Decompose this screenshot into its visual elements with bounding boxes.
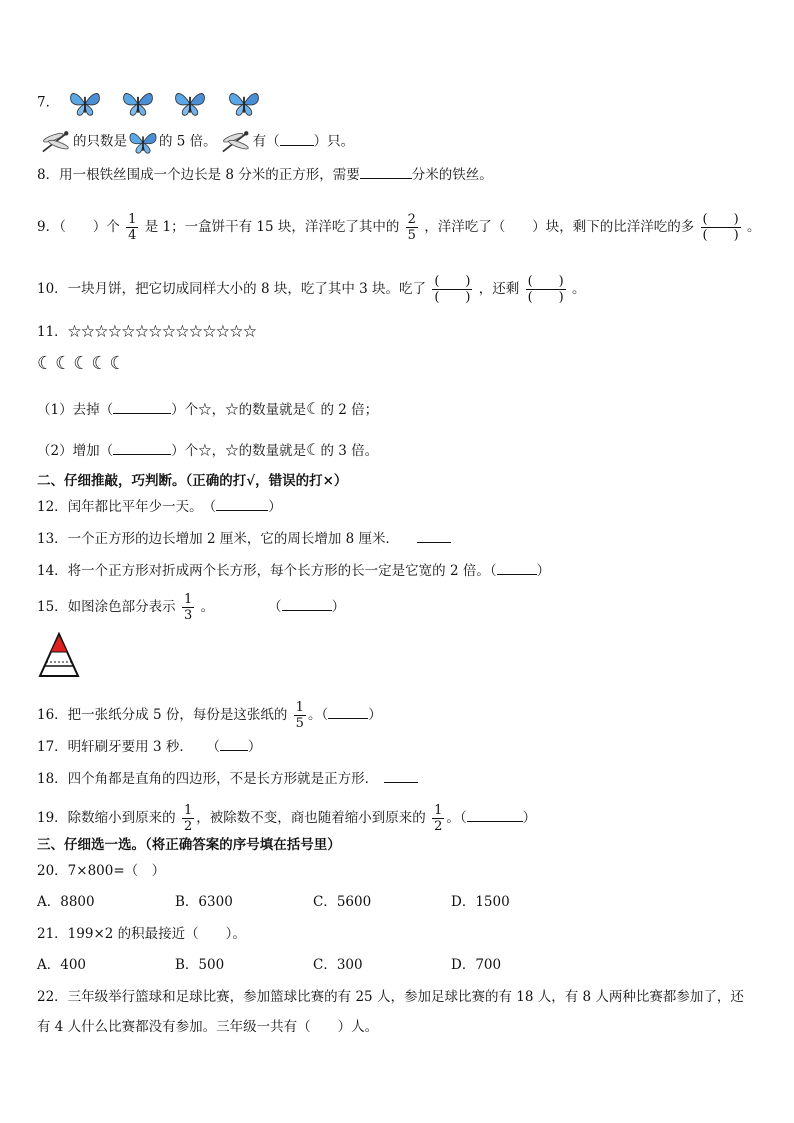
option-d[interactable]: D．1500 — [451, 894, 510, 910]
question-11-sub1 — [37, 400, 378, 419]
shaded-triangle-figure — [38, 632, 80, 678]
fraction-numerator: 1 — [183, 592, 193, 607]
question-19 — [37, 803, 536, 834]
fraction-numerator: 1 — [434, 803, 443, 818]
question-10-text: ，还剩 — [478, 281, 520, 297]
fraction-answer[interactable] — [526, 274, 566, 305]
question-9-text: 。 — [746, 219, 761, 235]
section-2-heading: 二、仔细推敲，巧判断。（正确的打√，错误的打×） — [37, 473, 348, 489]
moon-icon-row: ☾☾☾☾☾ — [37, 353, 128, 374]
question-7-text: 的只数是 — [73, 133, 127, 150]
question-21-stem: 21．199×2 的积最接近（ ）。 — [37, 926, 246, 942]
answer-blank[interactable] — [467, 809, 523, 822]
question-19-text: 。（ — [446, 810, 467, 826]
fraction-numerator: 1 — [295, 700, 304, 715]
fraction — [294, 700, 306, 731]
question-16-text: 16．把一张纸分成 5 份，每份是这张纸的 — [37, 707, 288, 723]
question-17-text: 17．明轩刷牙要用 3 秒． （ — [37, 739, 220, 755]
question-16-text: 。（ — [307, 707, 329, 723]
fraction-answer[interactable] — [432, 274, 472, 305]
question-11-sub2 — [37, 441, 378, 460]
fraction — [182, 592, 194, 623]
fraction-denominator: ( ) — [527, 290, 564, 305]
star-icon-row: ☆☆☆☆☆☆☆☆☆☆☆☆☆☆ — [67, 324, 257, 340]
fraction-numerator: 1 — [128, 212, 137, 227]
question-17 — [37, 738, 261, 756]
question-18 — [37, 770, 418, 788]
question-9-text: 9．（ ）个 — [37, 219, 120, 235]
fraction — [432, 803, 444, 834]
section-3-heading: 三、仔细选一选。（将正确答案的序号填在括号里） — [37, 837, 341, 853]
fraction-denominator: 2 — [183, 819, 193, 834]
question-9-text: ，洋洋吃了（ ）块，剩下的比洋洋吃的多 — [424, 219, 695, 235]
question-15-text: 15．如图涂色部分表示 — [37, 599, 176, 615]
question-19-text: ，被除数不变，商也随着缩小到原来的 — [196, 810, 426, 826]
answer-blank[interactable] — [280, 133, 314, 146]
question-20-stem: 20．7×800=（ ） — [37, 863, 166, 879]
dragonfly-icon — [37, 129, 73, 155]
question-17-text: ） — [247, 739, 262, 755]
question-10-text: 。 — [572, 281, 586, 297]
fraction-numerator: 2 — [407, 212, 416, 227]
answer-blank[interactable] — [328, 706, 368, 719]
question-12-text: ） — [268, 499, 282, 515]
butterfly-icon — [127, 128, 159, 156]
question-7-text: 有（ — [252, 133, 280, 150]
option-c[interactable]: C．5600 — [313, 894, 372, 910]
question-13-text: 13．一个正方形的边长增加 2 厘米，它的周长增加 8 厘米． — [37, 531, 400, 547]
fraction-denominator: 3 — [183, 608, 193, 623]
fraction — [406, 212, 418, 243]
fraction-denominator: 5 — [407, 228, 416, 243]
question-22-line1: 22．三年级举行篮球和足球比赛，参加篮球比赛的有 25 人，参加足球比赛的有 18 人，有 8 人两种比赛都参加了，还 — [37, 989, 744, 1005]
moon-icon: ☾ — [306, 399, 321, 418]
question-13 — [37, 530, 451, 548]
answer-blank[interactable] — [360, 166, 412, 179]
answer-blank[interactable] — [384, 770, 418, 783]
fraction-numerator: ( ) — [702, 212, 739, 227]
butterfly-icon — [67, 88, 103, 118]
question-16 — [37, 700, 382, 731]
question-9-text: 是 1；一盒饼干有 15 块，洋洋吃了其中的 — [144, 219, 400, 235]
question-10 — [37, 274, 586, 305]
fraction-denominator: 4 — [128, 228, 137, 243]
option-a[interactable]: A．400 — [37, 957, 87, 973]
option-c[interactable]: C．300 — [313, 957, 363, 973]
butterfly-icon — [226, 88, 262, 118]
option-d[interactable]: D．700 — [451, 957, 502, 973]
question-14-text: ） — [536, 563, 551, 579]
question-15 — [37, 592, 345, 623]
question-10-text: 10．一块月饼，把它切成同样大小的 8 块，吃了其中 3 块。吃了 — [37, 281, 427, 297]
question-11-text: 的 3 倍。 — [320, 443, 379, 459]
butterfly-icon — [172, 88, 208, 118]
question-21-options — [37, 956, 589, 974]
option-b[interactable]: B．6300 — [175, 894, 233, 910]
question-11-text: （1）去掉（ — [37, 402, 114, 418]
fraction — [182, 803, 194, 834]
question-12 — [37, 498, 282, 516]
question-15-text: ） — [331, 599, 346, 615]
fraction-numerator: ( ) — [434, 274, 471, 289]
fraction-denominator: 2 — [434, 819, 443, 834]
question-7-row2 — [37, 128, 354, 156]
fraction — [126, 212, 138, 243]
fraction-numerator: 1 — [183, 803, 193, 818]
question-11-stars — [37, 323, 257, 341]
question-11-text: ）个☆，☆的数量就是 — [171, 443, 307, 459]
option-a[interactable]: A．8800 — [37, 894, 95, 910]
question-7-number: 7． — [37, 94, 60, 111]
question-20-options — [37, 893, 589, 911]
answer-blank[interactable] — [282, 598, 332, 611]
question-8-text: 分米的铁丝。 — [411, 167, 493, 183]
fraction-numerator: ( ) — [527, 274, 564, 289]
question-11-number: 11． — [37, 324, 68, 340]
question-7-text: 的 5 倍。 — [159, 133, 217, 150]
answer-blank[interactable] — [113, 442, 171, 455]
moon-icon: ☾ — [306, 440, 321, 459]
fraction-denominator: ( ) — [702, 228, 739, 243]
question-8-text: 8．用一根铁丝围成一个边长是 8 分米的正方形，需要 — [37, 167, 360, 183]
question-7-text: ）只。 — [313, 133, 355, 150]
question-7-row1 — [37, 88, 262, 118]
answer-blank[interactable] — [113, 401, 171, 414]
fraction-denominator: 5 — [295, 716, 304, 731]
fraction-denominator: ( ) — [434, 290, 471, 305]
question-11-text: ）个☆，☆的数量就是 — [171, 402, 307, 418]
question-14 — [37, 562, 550, 580]
option-b[interactable]: B．500 — [175, 957, 225, 973]
question-19-text: ） — [522, 810, 537, 826]
question-18-text: 18．四个角都是直角的四边形，不是长方形就是正方形． — [37, 771, 379, 787]
question-11-text: 的 2 倍； — [320, 402, 379, 418]
answer-blank[interactable] — [216, 498, 268, 511]
question-8 — [37, 166, 493, 184]
answer-blank[interactable] — [497, 562, 537, 575]
question-12-text: 12．闰年都比平年少一天。 （ — [37, 499, 217, 515]
question-15-text: 。 （ — [200, 599, 282, 615]
answer-blank[interactable] — [417, 530, 451, 543]
question-9 — [37, 212, 760, 243]
question-22-line2: 有 4 人什么比赛都没有参加。三年级一共有（ ）人。 — [37, 1019, 379, 1035]
question-19-text: 19．除数缩小到原来的 — [37, 810, 176, 826]
question-14-text: 14．将一个正方形对折成两个长方形，每个长方形的长一定是它宽的 2 倍。（ — [37, 563, 497, 579]
question-11-text: （2）增加（ — [37, 443, 114, 459]
answer-blank[interactable] — [220, 738, 248, 751]
question-16-text: ） — [368, 707, 382, 723]
dragonfly-icon — [217, 129, 253, 155]
fraction-answer[interactable] — [701, 212, 741, 243]
butterfly-icon — [120, 88, 156, 118]
